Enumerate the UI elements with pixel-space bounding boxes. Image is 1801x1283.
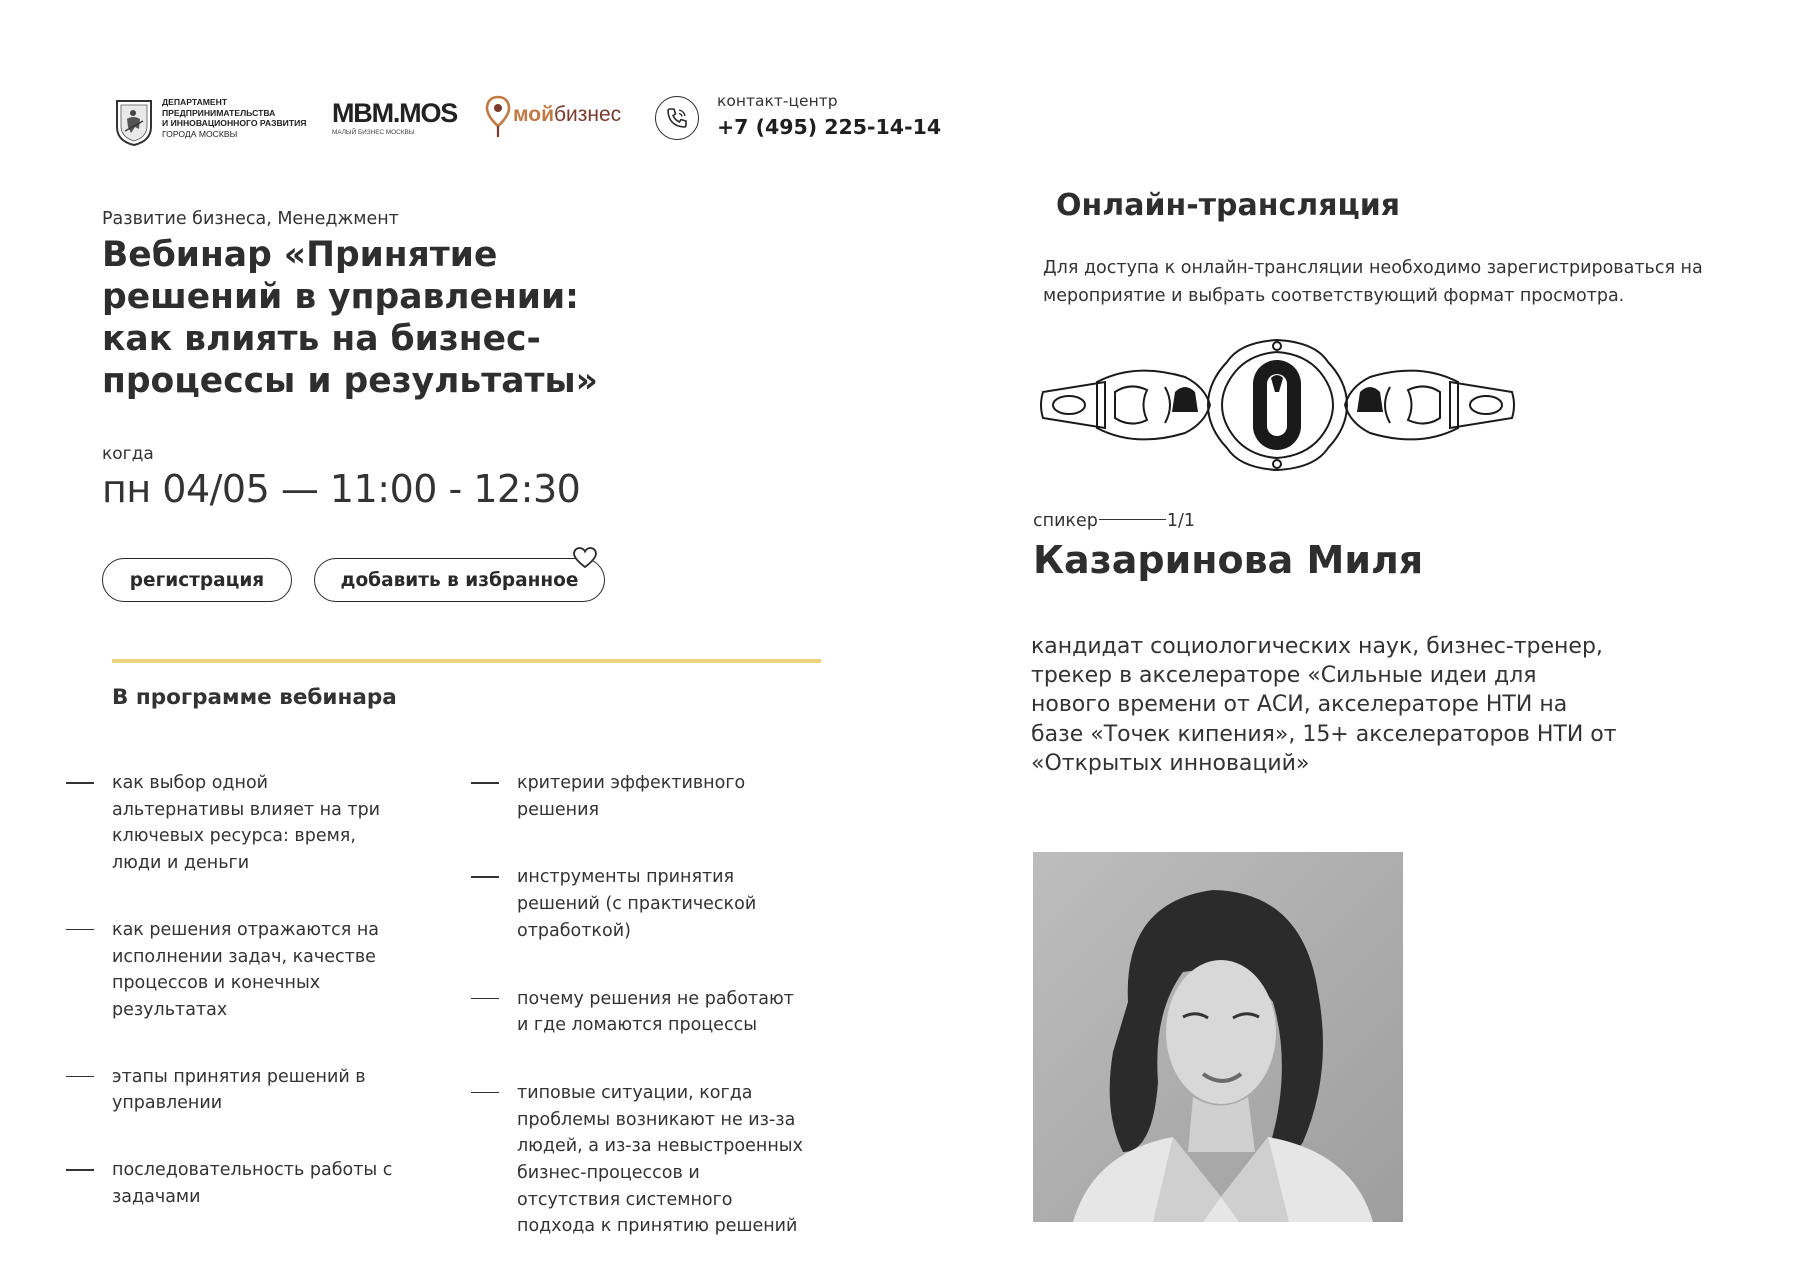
dash-marker: [66, 782, 94, 784]
speaker-counter: 1/1: [1166, 511, 1196, 531]
heart-icon[interactable]: [572, 546, 598, 570]
program-item: типовые ситуации, когда проблемы возникают не из-за людей, а из-за невыстроенных бизнес-процессов и отсутствия системного подхода к принятию решений: [471, 1080, 807, 1240]
speaker-name: Казаринова Миля: [1033, 538, 1424, 582]
online-stream-heading: Онлайн-трансляция: [1056, 188, 1401, 223]
event-categories: Развитие бизнеса, Менеджмент: [102, 209, 399, 229]
program-item: инструменты принятия решений (с практической отработкой): [471, 864, 807, 944]
speaker-photo: [1033, 852, 1403, 1222]
moy-biznes-wordmark: мойбизнес: [513, 103, 622, 126]
program-column-1: [66, 770, 393, 1210]
add-to-favorites-button[interactable]: добавить в избранное: [314, 558, 605, 602]
event-title: Вебинар «Принятие решений в управлении: как влиять на бизнес-процессы и результаты»: [102, 235, 598, 401]
moy-biznes-logo[interactable]: [485, 95, 625, 141]
program-item: как решения отражаются на исполнении задач, качестве процессов и конечных результатах: [66, 917, 402, 1024]
section-divider: [112, 659, 821, 663]
online-stream-text: Для доступа к онлайн-трансляции необходимо зарегистрироваться на мероприятие и выбрать соответствующий формат просмотра.: [1043, 258, 1703, 306]
speaker-bio: кандидат социологических наук, бизнес-тренер, трекер в акселераторе «Сильные идеи для нового времени от АСИ, акселераторе НТИ на базе «Точек кипения», 15+ акселераторов НТИ от «Открытых инноваций»: [1031, 634, 1617, 776]
dash-marker: [471, 876, 499, 878]
program-item: критерии эффективного решения: [471, 770, 807, 823]
program-column-2: [471, 770, 803, 1240]
moscow-crest-icon: [113, 97, 155, 147]
program-item: последовательность работы с задачами: [66, 1157, 402, 1210]
speaker-divider-line: [1099, 519, 1166, 520]
mbm-mos-wordmark: MBM.MOS: [332, 98, 458, 128]
program-item: почему решения не работают и где ломаются процессы: [471, 986, 807, 1039]
dash-marker: [471, 1092, 499, 1094]
mbm-mos-logo[interactable]: [332, 98, 460, 144]
contact-center-label: контакт-центр: [717, 92, 838, 110]
dash-marker: [66, 1076, 94, 1078]
location-pin-icon: [485, 95, 511, 139]
department-logo[interactable]: [113, 95, 313, 151]
dash-marker: [471, 998, 499, 1000]
program-item: как выбор одной альтернативы влияет на три ключевых ресурса: время, люди и деньги: [66, 770, 402, 877]
program-heading: В программе вебинара: [112, 685, 397, 710]
dash-marker: [66, 929, 94, 931]
dash-marker: [66, 1169, 94, 1171]
register-button[interactable]: регистрация: [102, 558, 292, 602]
program-item: этапы принятия решений в управлении: [66, 1064, 402, 1117]
department-name: ДЕПАРТАМЕНТ ПРЕДПРИНИМАТЕЛЬСТВА И ИННОВАЦИОННОГО РАЗВИТИЯ ГОРОДА МОСКВЫ: [162, 97, 307, 139]
keyhole-ornament-icon: [1035, 332, 1520, 478]
mbm-mos-subtitle: МАЛЫЙ БИЗНЕС МОСКВЫ: [332, 129, 415, 136]
when-label: когда: [102, 444, 154, 464]
dash-marker: [471, 782, 499, 784]
contact-phone-number[interactable]: +7 (495) 225-14-14: [717, 115, 942, 139]
event-datetime: пн 04/05 — 11:00 - 12:30: [102, 467, 581, 511]
speaker-label: спикер 1/1: [1033, 511, 1196, 531]
phone-icon[interactable]: [655, 96, 699, 140]
